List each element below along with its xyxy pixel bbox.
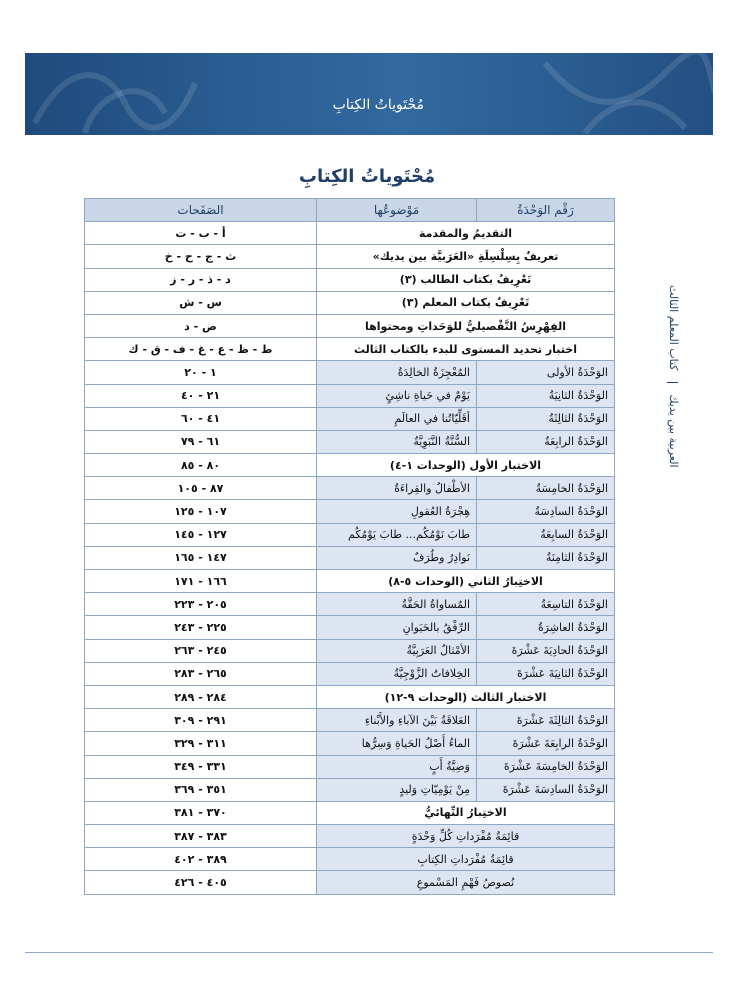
section-title: تَعْرِيفٌ بكتاب الطالب (٣): [317, 268, 615, 291]
section-title: الاختبار الأول (الوحدات ١-٤): [317, 454, 615, 477]
page-range: ٣٨٣ - ٣٨٧: [85, 825, 317, 848]
header-topic: مَوْضوعُها: [317, 199, 477, 222]
section-title: تَعْرِيفٌ بكتاب المعلم (٣): [317, 291, 615, 314]
unit-topic: الأطْفالُ والقِراءَةُ: [317, 477, 477, 500]
section-title: الاختِبارُ النِّهائيُّ: [317, 801, 615, 824]
table-row: [85, 361, 615, 384]
page-range: د - ذ - ر - ز: [85, 268, 317, 291]
unit-topic: طابَ نَوْمُكُم... طابَ يَوْمُكُم: [317, 523, 477, 546]
header-unit: رَقْم الوَحْدَةُ: [477, 199, 615, 222]
table-row: [85, 732, 615, 755]
page-range: ٣٣١ - ٣٤٩: [85, 755, 317, 778]
unit-number: الوَحْدَةُ الثالِثَةُ: [477, 407, 615, 430]
unit-topic: الخِلافاتُ الزَّوْجِيَّةُ: [317, 662, 477, 685]
unit-topic: الماءُ أَصْلُ الحَياةِ وَسِرُّها: [317, 732, 477, 755]
unit-number: الوَحْدَةُ السابِعَةُ: [477, 523, 615, 546]
page-title: مُحْتَوياتُ الكِتابِ: [298, 166, 436, 187]
table-row: [85, 546, 615, 569]
section-title: الاختِبارُ الثاني (الوحدات ٥-٨): [317, 570, 615, 593]
page-range: ٢٨٤ - ٢٨٩: [85, 685, 317, 708]
unit-topic: العَلاقَةُ بَيْنَ الآباءِ والأَبْناءِ: [317, 709, 477, 732]
page-range: أ - ب - ت: [85, 222, 317, 245]
section-title: الاختبار الثالث (الوحدات ٩-١٢): [317, 685, 615, 708]
table-header-row: [85, 199, 615, 222]
header-banner: [25, 53, 713, 135]
unit-number: الوَحْدَةُ الثامِنَةُ: [477, 546, 615, 569]
page-range: ٨٧ - ١٠٥: [85, 477, 317, 500]
unit-number: الوَحْدَةُ الرابِعَةَ عَشْرَةَ: [477, 732, 615, 755]
page-range: ٦١ - ٧٩: [85, 430, 317, 453]
table-body: [85, 222, 615, 894]
contents-table: [84, 198, 615, 895]
page-range: ٤٠٥ - ٤٢٦: [85, 871, 317, 894]
table-row: [85, 430, 615, 453]
page-range: س - ش: [85, 291, 317, 314]
table-row: [85, 407, 615, 430]
table-row: [85, 755, 615, 778]
table-row: [85, 500, 615, 523]
page-range: ٣٥١ - ٣٦٩: [85, 778, 317, 801]
unit-number: الوَحْدَةُ الرابِعَةُ: [477, 430, 615, 453]
unit-number: الوَحْدَةُ الثالِثَةَ عَشْرَةَ: [477, 709, 615, 732]
table-row: [85, 778, 615, 801]
table-row: [85, 454, 615, 477]
unit-topic: المُساواةُ الحَقَّةُ: [317, 593, 477, 616]
page-range: ٣٨٩ - ٤٠٢: [85, 848, 317, 871]
table-row: [85, 523, 615, 546]
page-range: ٢٦٥ - ٢٨٣: [85, 662, 317, 685]
table-row: [85, 222, 615, 245]
unit-topic: هِجْرَةُ العُقولِ: [317, 500, 477, 523]
footer-divider: [25, 952, 713, 953]
unit-number: الوَحْدَةُ التاسِعَةُ: [477, 593, 615, 616]
unit-topic: الرِّفْقُ بالحَيَوانِ: [317, 616, 477, 639]
table-row: [85, 570, 615, 593]
table-row: [85, 848, 615, 871]
table-row: [85, 685, 615, 708]
unit-number: الوَحْدَةُ الخامِسَةُ: [477, 477, 615, 500]
page-range: ١٦٦ - ١٧١: [85, 570, 317, 593]
unit-number: الوَحْدَةُ السادِسَةَ عَشْرَةَ: [477, 778, 615, 801]
table-row: [85, 477, 615, 500]
section-title: قائِمَةُ مُفْرَداتِ الكِتابِ: [317, 848, 615, 871]
page-range: ١ - ٢٠: [85, 361, 317, 384]
page-range: ٢٩١ - ٣٠٩: [85, 709, 317, 732]
side-separator: [668, 382, 679, 383]
table-row: [85, 871, 615, 894]
section-title: قائِمَةُ مُفْرَداتِ كُلِّ وَحْدَةٍ: [317, 825, 615, 848]
page-range: ٣١١ - ٣٢٩: [85, 732, 317, 755]
page-range: ص - د: [85, 314, 317, 337]
table-row: [85, 268, 615, 291]
header-pages: الصَفَحات: [85, 199, 317, 222]
page-range: ١٤٧ - ١٦٥: [85, 546, 317, 569]
table-row: [85, 639, 615, 662]
table-row: [85, 384, 615, 407]
unit-number: الوَحْدَةُ الخامِسَةَ عَشْرَةَ: [477, 755, 615, 778]
page-range: ١٢٧ - ١٤٥: [85, 523, 317, 546]
page-range: ث - ج - ح - خ: [85, 245, 317, 268]
unit-topic: وَصِيَّةُ أَبٍ: [317, 755, 477, 778]
unit-number: الوَحْدَةُ العاشِرَةُ: [477, 616, 615, 639]
table-row: [85, 314, 615, 337]
unit-number: الوَحْدَةُ السادِسَةُ: [477, 500, 615, 523]
page-range: ٢٠٥ - ٢٢٣: [85, 593, 317, 616]
section-title: الفِهْرِسُ التَّفْصيليُّ للوَحَداتِ ومحتواها: [317, 314, 615, 337]
unit-topic: نَوادِرُ وطُرَفٌ: [317, 546, 477, 569]
side-running-title: [650, 285, 710, 905]
table-row: [85, 801, 615, 824]
section-title: تعريفٌ بِسِلْسِلَةِ «العَرَبيَّة بين يديك»: [317, 245, 615, 268]
unit-topic: الأمْثالُ العَرَبِيَّةُ: [317, 639, 477, 662]
page-range: ط - ظ - ع - غ - ف - ق - ك: [85, 338, 317, 361]
side-guide-title: كتاب المعلم الثالث: [667, 285, 680, 371]
banner-title: مُحْتَوياتُ الكِتابِ: [332, 97, 424, 113]
page-range: ١٠٧ - ١٢٥: [85, 500, 317, 523]
side-book-title: العربية بين يديك: [667, 394, 680, 468]
table-row: [85, 709, 615, 732]
section-title: التقديمُ والمقدمة: [317, 222, 615, 245]
unit-topic: أقَلِّيّاتُنا في العالَمِ: [317, 407, 477, 430]
unit-number: الوَحْدَةُ الثانِيَةَ عَشْرَةَ: [477, 662, 615, 685]
unit-number: الوَحْدَةُ الأولى: [477, 361, 615, 384]
unit-number: الوَحْدَةُ الثانِيَةُ: [477, 384, 615, 407]
page-range: ٣٧٠ - ٣٨١: [85, 801, 317, 824]
decorative-swirl-icon: [25, 53, 713, 135]
section-title: نُصوصُ فَهْمِ المَسْموعِ: [317, 871, 615, 894]
unit-topic: السُّنَّةُ النَّبَوِيَّةُ: [317, 430, 477, 453]
table-row: [85, 662, 615, 685]
table-row: [85, 291, 615, 314]
unit-topic: المُعْجِزَةُ الخالِدَةُ: [317, 361, 477, 384]
unit-topic: يَوْمٌ في حَياةِ ناشِئٍ: [317, 384, 477, 407]
unit-topic: مِنْ يَوْمِيّاتِ وَليدٍ: [317, 778, 477, 801]
table-row: [85, 593, 615, 616]
page-range: ٢١ - ٤٠: [85, 384, 317, 407]
table-row: [85, 245, 615, 268]
table-row: [85, 825, 615, 848]
page-range: ٤١ - ٦٠: [85, 407, 317, 430]
page-range: ٢٤٥ - ٢٦٣: [85, 639, 317, 662]
unit-number: الوَحْدَةُ الحادِيَةَ عَشْرَةَ: [477, 639, 615, 662]
page-range: ٢٢٥ - ٢٤٣: [85, 616, 317, 639]
page-range: ٨٠ - ٨٥: [85, 454, 317, 477]
section-title: اختبار تحديد المستوى للبدء بالكتاب الثالث: [317, 338, 615, 361]
table-row: [85, 616, 615, 639]
table-row: [85, 338, 615, 361]
